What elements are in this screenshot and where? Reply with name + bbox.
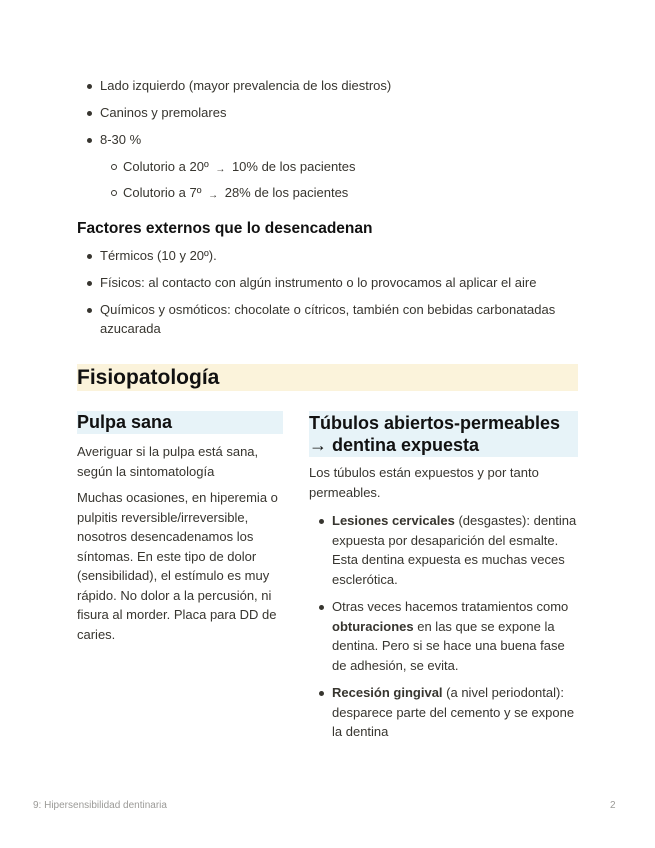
footer-document-title: 9: Hipersensibilidad dentinaria [33, 800, 167, 811]
tubulos-list [309, 511, 578, 742]
list-item-text: 10% de los pacientes [231, 159, 356, 174]
list-item: Físicos: al contacto con algún instrumento o lo provocamos al aplicar el aire [100, 275, 537, 290]
bold-term: Lesiones cervicales [332, 513, 455, 528]
text-line: (a nivel periodontal): [442, 685, 564, 700]
text-line: Otras veces hacemos tratamientos como [332, 599, 569, 614]
list-item [309, 683, 578, 742]
text-line: la dentina [332, 724, 389, 739]
text-line: caries. [77, 626, 116, 642]
list-item [309, 511, 578, 589]
text-line: en las que se expone la [413, 618, 555, 634]
text-line: (desgastes): dentina [454, 513, 577, 528]
paragraph [77, 488, 283, 644]
text-line: Averiguar si la pulpa está sana, [77, 444, 259, 459]
nested-list-item [123, 158, 356, 178]
text-line: esclerótica. [332, 571, 398, 587]
text-line: rápido. No dolor a la percusión, ni [77, 587, 272, 603]
arrow-icon: → [215, 164, 226, 175]
paragraph [77, 442, 283, 481]
text-line: de adhesión, se evita. [332, 657, 459, 673]
paragraph [309, 463, 578, 502]
text-line: según la sintomatología [77, 463, 215, 479]
list-item-continuation: azucarada [100, 321, 161, 336]
text-line: dentina. Pero si se hace una buena fase [332, 638, 565, 653]
bold-term: obturaciones [332, 618, 414, 634]
text-line: nosotros desencadenamos los [77, 529, 254, 544]
text-line: Los túbulos están expuestos y por tanto [309, 465, 539, 480]
arrow-icon: → [208, 190, 219, 201]
right-column [309, 411, 578, 750]
list-item [309, 597, 578, 675]
text-line: pulpitis reversible/irreversible, [77, 509, 249, 525]
list-item-text: 28% de los pacientes [224, 185, 349, 200]
text-line: expuesta por desaparición del esmalte. [332, 532, 559, 548]
footer-page-number: 2 [610, 800, 616, 811]
list-item: Químicos y osmóticos: chocolate o cítricos, también con bebidas carbonatadas [100, 302, 556, 317]
text-line: Esta dentina expuesta es muchas veces [332, 552, 565, 567]
list-item: Lado izquierdo (mayor prevalencia de los diestros) [100, 78, 392, 93]
factores-heading: Factores externos que lo desencadenan [77, 220, 373, 237]
pulpa-sana-heading: Pulpa sana [77, 411, 283, 434]
text-line: desparece parte del cemento y se expone [332, 704, 575, 720]
nested-list-item [123, 184, 348, 204]
text-line: Muchas ocasiones, en hiperemia o [77, 490, 278, 505]
text-line: fisura al morder. Placa para DD de [77, 607, 277, 622]
list-item: Caninos y premolares [100, 105, 227, 120]
text-line: permeables. [309, 484, 381, 500]
tubulos-heading [309, 411, 578, 457]
list-item-text: Colutorio a 7º [123, 185, 202, 200]
left-column [77, 411, 283, 644]
bold-term: Recesión gingival [332, 685, 443, 700]
list-item-text: Colutorio a 20º [123, 159, 209, 174]
heading-line: → dentina expuesta [309, 435, 480, 455]
list-item: Térmicos (10 y 20º). [100, 248, 217, 263]
text-line: (sensibilidad), el estímulo es muy [77, 568, 270, 583]
section-title: Fisiopatología [77, 364, 578, 391]
heading-line: Túbulos abiertos-permeables [309, 413, 561, 433]
text-line: síntomas. En este tipo de dolor [77, 548, 257, 564]
list-item: 8-30 % [100, 132, 142, 147]
